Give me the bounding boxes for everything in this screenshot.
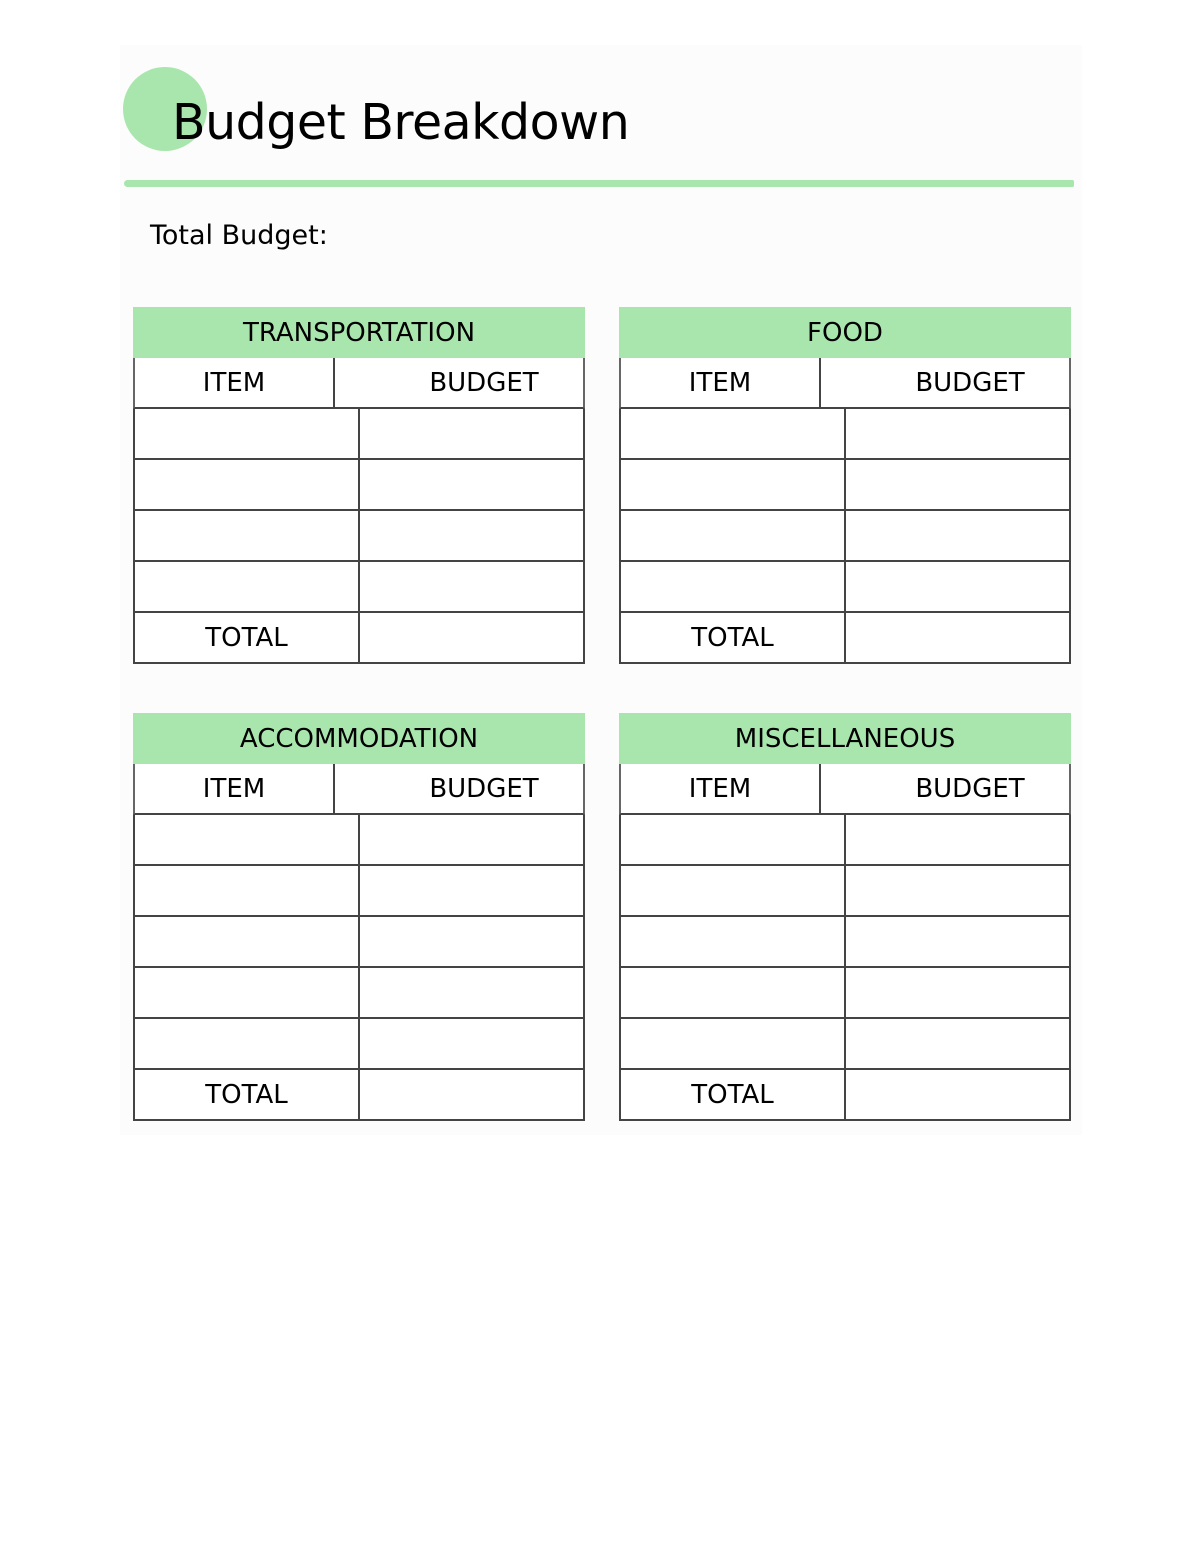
budget-cell[interactable] [846, 1019, 1069, 1068]
total-value-cell[interactable] [846, 1070, 1069, 1119]
table-title: TRANSPORTATION [133, 307, 585, 358]
column-header-budget: BUDGET [915, 773, 1025, 804]
table-row [133, 460, 585, 511]
budget-cell[interactable] [360, 460, 583, 509]
total-budget-label: Total Budget: [150, 220, 328, 251]
budget-cell[interactable] [360, 968, 583, 1017]
budget-cell[interactable] [360, 562, 583, 611]
item-cell[interactable] [621, 917, 846, 966]
budget-table-transportation [133, 307, 585, 664]
item-cell[interactable] [621, 968, 846, 1017]
column-header-budget: BUDGET [429, 367, 539, 398]
budget-table-food [619, 307, 1071, 664]
column-header-budget: BUDGET [429, 773, 539, 804]
budget-cell[interactable] [846, 968, 1069, 1017]
budget-cell[interactable] [360, 409, 583, 458]
item-cell[interactable] [135, 968, 360, 1017]
table-row [619, 511, 1071, 562]
item-cell[interactable] [621, 1019, 846, 1068]
table-row [133, 562, 585, 613]
column-header-row [619, 358, 1071, 409]
budget-cell[interactable] [846, 562, 1069, 611]
table-row [619, 968, 1071, 1019]
total-label: TOTAL [135, 1070, 360, 1119]
table-row [619, 562, 1071, 613]
total-label: TOTAL [621, 1070, 846, 1119]
budget-cell[interactable] [846, 815, 1069, 864]
total-row [619, 1070, 1071, 1121]
table-row [133, 866, 585, 917]
table-row [133, 511, 585, 562]
table-row [133, 1019, 585, 1070]
column-header-row [133, 358, 585, 409]
budget-cell[interactable] [360, 815, 583, 864]
table-row [619, 815, 1071, 866]
item-cell[interactable] [135, 460, 360, 509]
item-cell[interactable] [135, 866, 360, 915]
column-header-budget: BUDGET [915, 367, 1025, 398]
budget-cell[interactable] [846, 866, 1069, 915]
table-title: ACCOMMODATION [133, 713, 585, 764]
total-value-cell[interactable] [846, 613, 1069, 662]
table-row [619, 866, 1071, 917]
budget-cell[interactable] [360, 511, 583, 560]
page-title: Budget Breakdown [172, 94, 630, 151]
table-row [133, 815, 585, 866]
budget-table-miscellaneous [619, 713, 1071, 1121]
total-row [133, 613, 585, 664]
total-row [133, 1070, 585, 1121]
budget-cell[interactable] [360, 917, 583, 966]
column-header-row [619, 764, 1071, 815]
item-cell[interactable] [135, 1019, 360, 1068]
budget-cell[interactable] [360, 866, 583, 915]
title-underline [124, 180, 1074, 187]
total-value-cell[interactable] [360, 613, 583, 662]
item-cell[interactable] [621, 409, 846, 458]
table-title: MISCELLANEOUS [619, 713, 1071, 764]
budget-cell[interactable] [360, 1019, 583, 1068]
total-row [619, 613, 1071, 664]
total-label: TOTAL [135, 613, 360, 662]
item-cell[interactable] [621, 562, 846, 611]
column-header-row [133, 764, 585, 815]
column-header-item: ITEM [135, 764, 335, 813]
item-cell[interactable] [135, 917, 360, 966]
budget-cell[interactable] [846, 460, 1069, 509]
table-row [133, 917, 585, 968]
budget-cell[interactable] [846, 917, 1069, 966]
table-row [133, 968, 585, 1019]
item-cell[interactable] [621, 511, 846, 560]
item-cell[interactable] [135, 562, 360, 611]
budget-table-accommodation [133, 713, 585, 1121]
total-label: TOTAL [621, 613, 846, 662]
item-cell[interactable] [135, 511, 360, 560]
budget-cell[interactable] [846, 409, 1069, 458]
table-row [619, 1019, 1071, 1070]
table-row [619, 409, 1071, 460]
item-cell[interactable] [135, 409, 360, 458]
total-value-cell[interactable] [360, 1070, 583, 1119]
table-row [619, 917, 1071, 968]
column-header-item: ITEM [621, 358, 821, 407]
item-cell[interactable] [621, 866, 846, 915]
column-header-item: ITEM [621, 764, 821, 813]
column-header-item: ITEM [135, 358, 335, 407]
item-cell[interactable] [621, 815, 846, 864]
table-title: FOOD [619, 307, 1071, 358]
table-row [619, 460, 1071, 511]
budget-cell[interactable] [846, 511, 1069, 560]
item-cell[interactable] [135, 815, 360, 864]
item-cell[interactable] [621, 460, 846, 509]
table-row [133, 409, 585, 460]
